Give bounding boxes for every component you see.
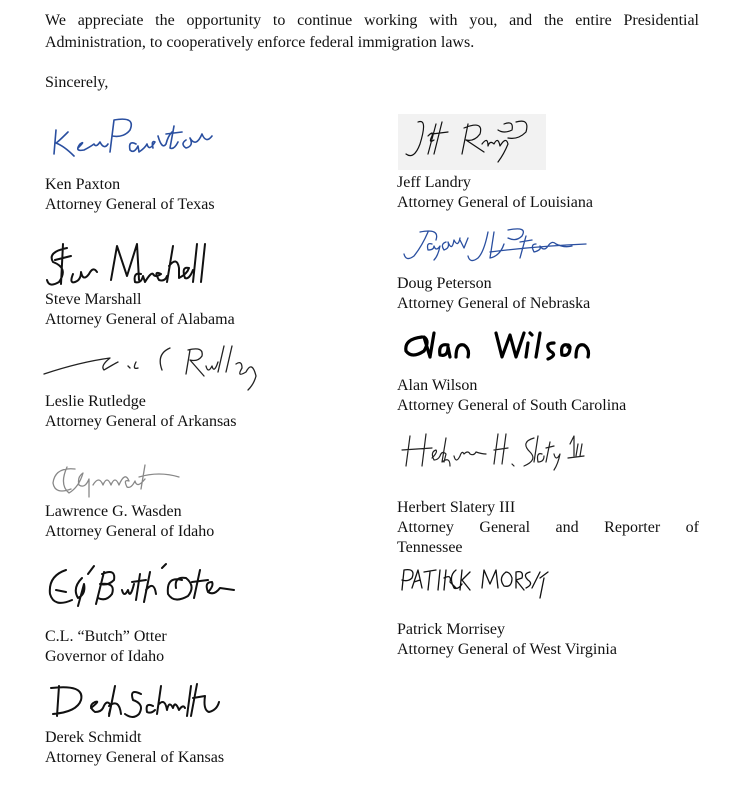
signatory-title: Attorney General of Nebraska: [397, 295, 591, 312]
signatory-name: Derek Schmidt: [45, 729, 142, 746]
signatory-derek-schmidt: [45, 728, 224, 768]
signatory-title: Governor of Idaho: [45, 648, 165, 665]
signature-steve-marshall: [45, 238, 220, 293]
signatory-title: Attorney General of Texas: [45, 196, 215, 213]
closing-salutation: Sincerely,: [45, 74, 109, 91]
signatory-title: Attorney General of West Virginia: [397, 641, 617, 658]
signatory-steve-marshall: [45, 290, 235, 330]
signatory-patrick-morrisey: [397, 620, 617, 660]
signatory-title: Attorney General of Idaho: [45, 523, 215, 540]
signatory-ken-paxton: [45, 175, 215, 215]
signature-butch-otter: [42, 560, 242, 615]
signatory-name: Lawrence G. Wasden: [45, 503, 182, 520]
signatory-butch-otter: [45, 627, 167, 667]
signatory-name: Ken Paxton: [45, 176, 121, 193]
signature-doug-peterson: [398, 222, 593, 272]
signatory-name: Herbert Slatery III: [397, 499, 516, 516]
signatory-name: Leslie Rutledge: [45, 393, 146, 410]
signature-derek-schmidt: [45, 678, 275, 723]
signature-jeff-landry: [398, 114, 548, 170]
signature-leslie-rutledge: [40, 340, 270, 385]
signatory-title-line-2: Tennessee: [397, 539, 463, 556]
signature-lawrence-wasden: [45, 455, 185, 500]
signatory-title: Attorney General of Kansas: [45, 749, 225, 766]
signatory-name: Steve Marshall: [45, 291, 142, 308]
signatory-jeff-landry: [397, 173, 593, 213]
signatory-name: Alan Wilson: [397, 377, 478, 394]
closing-paragraph: We appreciate the opportunity to continue working with you, and the entire Presidential Administration, to cooperatively enforce federal immigration laws.: [45, 12, 699, 51]
signatory-leslie-rutledge: [45, 392, 237, 432]
signatory-name: Doug Peterson: [397, 275, 492, 292]
signatory-title: Attorney General of Alabama: [45, 311, 235, 328]
signatory-name: C.L. “Butch” Otter: [45, 628, 167, 645]
signatory-title: Attorney General of South Carolina: [397, 397, 627, 414]
signatory-name: Jeff Landry: [397, 174, 471, 191]
signatory-name: Patrick Morrisey: [397, 621, 505, 638]
signature-ken-paxton: [48, 112, 218, 162]
signatory-title: Attorney General of Louisiana: [397, 194, 593, 211]
signature-alan-wilson: [400, 327, 595, 367]
signatory-title: Attorney General of Arkansas: [45, 413, 237, 430]
signatory-title-line-1: Attorney General and Reporter of: [397, 519, 699, 536]
signatory-doug-peterson: [397, 274, 590, 314]
signature-patrick-morrisey: [396, 562, 556, 602]
signatory-alan-wilson: [397, 376, 626, 416]
signature-herbert-slatery: [398, 428, 593, 476]
signatory-lawrence-wasden: [45, 502, 214, 542]
signatory-herbert-slatery: [397, 498, 699, 558]
